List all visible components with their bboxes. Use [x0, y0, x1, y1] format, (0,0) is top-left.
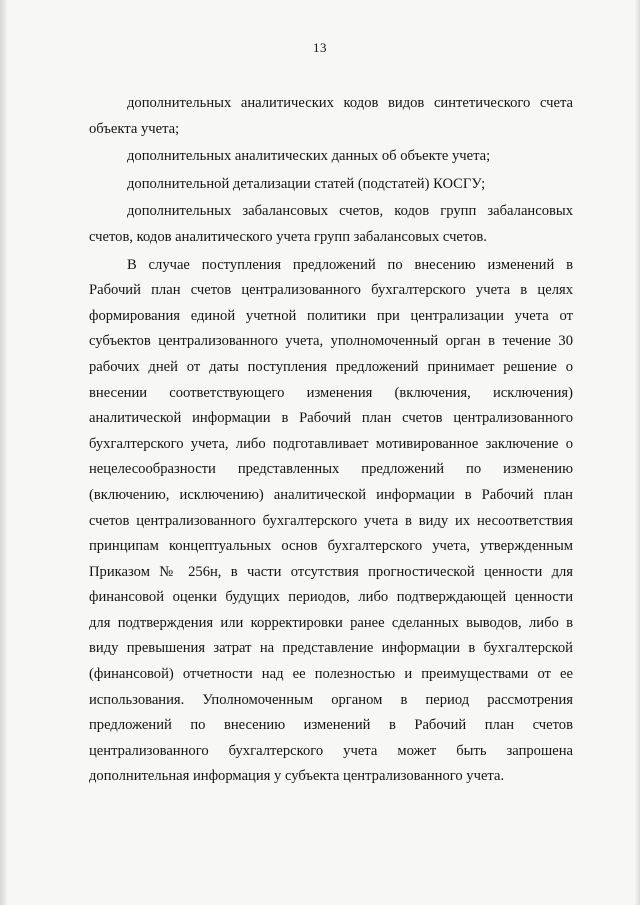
text-line: дополнительных аналитических данных об объекте учета;	[127, 148, 491, 165]
text-line: Приказом № 256н, в части отсутствия прогностической ценности для	[89, 563, 573, 580]
paragraph-analytic-codes	[89, 91, 573, 142]
text-line: дополнительных аналитических кодов видов синтетического счета	[127, 95, 573, 111]
text-line: виду превышения затрат на представление информации в бухгалтерской	[89, 640, 573, 657]
text-line: В случае поступления предложений по внесению изменений в	[127, 256, 573, 273]
scan-edge-right	[635, 0, 640, 905]
text-line: дополнительная информация у субъекта централизованного учета.	[89, 768, 505, 785]
text-line: дополнительной детализации статей (подстатей) КОСГУ;	[127, 175, 486, 192]
text-line: принципам концептуальных основ бухгалтерского учета, утвержденным	[89, 538, 573, 555]
paragraph-kosgu-detail	[89, 172, 573, 198]
document-body	[89, 91, 573, 790]
text-line: (включению, исключению) аналитической информации в Рабочий план	[89, 486, 573, 503]
text-line: (финансовой) отчетности над ее полезностью и преимуществами от ее	[89, 666, 573, 683]
scan-edge-left	[0, 0, 7, 905]
text-line: рабочих дней от даты поступления предложений принимает решение о	[89, 358, 573, 375]
paragraph-off-balance-accounts	[89, 199, 573, 250]
text-line: бухгалтерского учета, либо подготавливает мотивированное заключение о	[89, 435, 573, 452]
text-line: нецелесообразности представленных предложений по изменению	[89, 461, 573, 478]
text-line: для подтверждения или корректировки ранее сделанных выводов, либо в	[89, 614, 573, 631]
text-line: счетов, кодов аналитического учета групп забалансовых счетов.	[89, 228, 487, 245]
paragraph-change-proposals	[89, 253, 573, 790]
text-line: дополнительных забалансовых счетов, кодов групп забалансовых	[127, 203, 573, 220]
paragraph-analytic-data	[89, 144, 573, 170]
text-line: аналитической информации в Рабочий план счетов централизованного	[89, 410, 573, 427]
text-line: счетов централизованного бухгалтерского учета в виду их несоответствия	[89, 512, 573, 529]
text-line: использования. Уполномоченным органом в период рассмотрения	[89, 691, 573, 708]
text-line: субъектов централизованного учета, уполномоченный орган в течение 30	[89, 333, 573, 350]
text-line: предложений по внесению изменений в Рабочий план счетов	[89, 717, 573, 734]
text-line: финансовой оценки будущих периодов, либо подтверждающей ценности	[89, 589, 573, 606]
text-line: Рабочий план счетов централизованного бухгалтерского учета в целях	[89, 282, 573, 299]
text-line: централизованного бухгалтерского учета может быть запрошена	[89, 742, 573, 759]
text-line: внесении соответствующего изменения (включения, исключения)	[89, 384, 573, 401]
page-number: 13	[313, 40, 327, 55]
text-line: формирования единой учетной политики при централизации учета от	[89, 307, 573, 324]
text-line: объекта учета;	[89, 120, 180, 137]
